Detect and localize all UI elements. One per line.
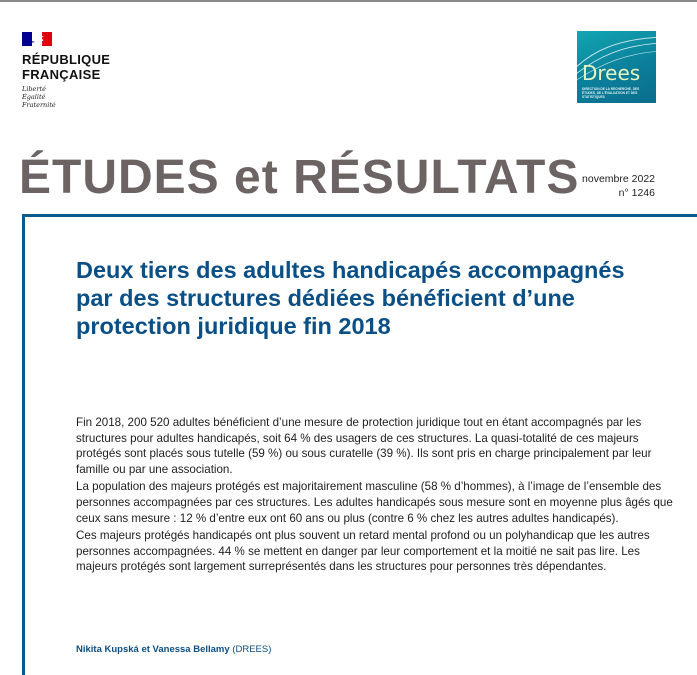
drees-logo: [577, 31, 656, 103]
series-title-part1: ÉTUDES: [19, 151, 220, 204]
frame-left-rule: [22, 214, 25, 675]
series-title: [19, 150, 579, 206]
motto-liberte: Liberté: [22, 85, 46, 93]
marianne-flag-icon: [22, 32, 52, 46]
byline-organization: (DREES): [232, 644, 272, 655]
republic-name-line2: FRANÇAISE: [22, 67, 101, 82]
motto-fraternite: Fraternité: [22, 101, 56, 109]
republic-name: [22, 52, 110, 82]
republique-francaise-logo: [22, 32, 110, 109]
marianne-profile-icon: [26, 34, 48, 45]
series-title-part2: RÉSULTATS: [293, 151, 580, 204]
abstract-paragraph-3: Ces majeurs protégés handicapés ont plus souvent un retard mental profond ou un polyhandicap que les autres personnes accompagnées. 44 % se mettent en danger par leur comportement et la moitié ne sait pas lire. Les majeurs protégés sont largement surreprésentés dans les structures pour personnes très dépendantes.: [76, 529, 650, 574]
drees-wordmark: Drees: [582, 61, 641, 85]
frame-top-rule: [22, 214, 697, 217]
motto-egalite: Égalité: [22, 93, 46, 101]
article-abstract: [76, 415, 676, 577]
republic-motto: [22, 85, 110, 109]
issue-date: novembre 2022: [582, 173, 655, 185]
abstract-paragraph-1: Fin 2018, 200 520 adultes bénéficient d’une mesure de protection juridique tout en étant accompagnés par les structures pour adultes handicapés, soit 64 % des usagers de ces structures. La quasi-totalité de ces majeurs protégés sont placés sous tutelle (59 %) ou sous curatelle (39 %). Ils sont pris en charge principalement par leur famille ou par une association.: [76, 416, 652, 476]
issue-meta: [582, 172, 655, 200]
republic-name-line1: RÉPUBLIQUE: [22, 52, 111, 67]
abstract-paragraph-2: La population des majeurs protégés est majoritairement masculine (58 % d’hommes), à l’image de l’ensemble des personnes accompagnées par ces structures. Les adultes handicapés sous mesure sont en moyenne plus âgés que ceux sans mesure : 12 % d’entre eux ont 60 ans ou plus (contre 6 % chez les autres adultes handicapés).: [76, 480, 673, 525]
top-rule: [0, 0, 697, 2]
byline-authors: Nikita Kupská et Vanessa Bellamy: [76, 644, 230, 655]
issue-number: n° 1246: [618, 187, 655, 199]
byline: [76, 644, 271, 656]
drees-tagline: DIRECTION DE LA RECHERCHE, DES ÉTUDES, DE L'ÉVALUATION ET DES STATISTIQUES: [582, 87, 640, 99]
series-title-connector: et: [234, 151, 279, 204]
article-headline: Deux tiers des adultes handicapés accompagnés par des structures dédiées bénéficient d’une protection juridique fin 2018: [76, 257, 625, 339]
